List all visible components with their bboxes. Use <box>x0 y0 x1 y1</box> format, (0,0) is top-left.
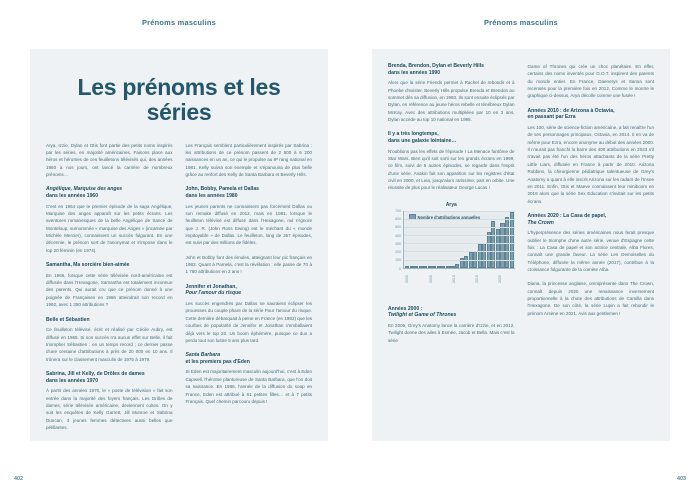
chart-x-tick: 2010 <box>451 274 456 283</box>
chart-bar <box>487 232 491 268</box>
paragraph-droles-de-dames: À partir des années 1970, le « poste de télévision » fait son entrée dans la majorité des foyers français. Les Drôles de dames, série télévisée américaine, deviennent cultes. On y suit les enquêtes de Kelly Garrett, Jill Munroe et Sabrina Duncan, 3 jeunes femmes détectives aussi belles que pétillantes. <box>46 388 173 430</box>
paragraph-dallas-2: John et Bobby font des émules, atteignant leur pic français en 1982. Quant à Pamela, c'est la révélation : elle passe de 70 à 1 780 attributions en 2 ans ! <box>185 254 312 275</box>
heading-santa-barbara-line1: Santa Barbara <box>185 352 221 359</box>
chart-x-tick: 2005 <box>428 274 433 283</box>
heading-2010-line1: Années 2010 : de Arizona à Octavia, <box>527 107 615 114</box>
paragraph-casa-de-papel: L'hyperprésence des séries américaines nous ferait presque oublier le triomphe d'une autre série, venue d'Espagne cette fois : La Casa de papel et son actrice centrale, Alba Flores, connaît une grande faveur. La série Les Demoiselles du Téléphone, diffusée la même année (2017), contribue à la croissance fulgurante de la comète Alba. <box>527 230 654 272</box>
heading-2000-line1: Années 2000 : <box>388 305 423 312</box>
chart-y-tick: 500 <box>395 225 401 230</box>
arya-chart <box>388 202 515 297</box>
chart-y-tick: 600 <box>395 217 401 222</box>
left-column-1 <box>46 142 173 439</box>
chart-body <box>388 208 515 283</box>
chart-legend-label: Nombre d'attributions annuelles <box>417 214 481 220</box>
heading-2020-line1: Années 2020 : La Casa de papel, <box>527 212 607 219</box>
chart-gridline <box>404 227 515 228</box>
chart-bar <box>441 266 445 268</box>
heading-droles-de-dames <box>46 371 173 384</box>
heading-angelique-line2: dans les années 1960 <box>46 193 99 199</box>
paragraph-santa-barbara: Si Eden est majoritairement masculin aujourd'hui, c'est à Eden Capwell, l'héroïne plantureuse de Santa Barbara, que l'on doit sa naissance. En 1986, l'année de la diffusion du soap en France, Eden est attribué à 61 petites filles… et à 7 petits Français. Quel chemin parcouru depuis ! <box>185 369 312 404</box>
chart-title: Arya <box>445 201 457 208</box>
heading-annees-2020 <box>528 213 655 226</box>
chart-bar <box>432 266 436 268</box>
left-content-panel <box>30 49 328 441</box>
right-column-2 <box>528 63 655 351</box>
running-head-right: Prénoms masculins <box>483 18 559 27</box>
heading-beverly-line2: dans les années 1990 <box>388 69 441 76</box>
paragraph-the-crown: Diana, la princesse anglaise, omniprésente dans The Crown, connaît depuis 2020 une renaissance inversement proportionnelle à la chute des attributions de Camilla dans l'Hexagone. De son côté, la série Lupin a fait rebondir le prénom Arsène en 2021. Avis aux gentlemen ! <box>527 281 654 316</box>
chart-bar <box>437 266 441 268</box>
chart-y-tick: 0 <box>399 266 401 271</box>
chart-y-tick: 200 <box>395 250 401 255</box>
heading-star-wars-line1: Il y a très longtemps, <box>388 131 439 138</box>
heading-jennifer-line1: Jennifer et Jonathan, <box>185 283 237 290</box>
heading-annees-2010 <box>528 108 655 121</box>
heading-droles-line1: Sabrina, Jill et Kelly, de Drôles de dames <box>46 370 145 377</box>
chart-bar <box>455 264 459 268</box>
chart-bar <box>423 266 427 268</box>
right-column-1 <box>388 63 515 351</box>
chart-plot-area <box>403 211 515 269</box>
heading-santa-barbara-line2: et les premiers pas d'Eden <box>185 358 250 365</box>
heading-beverly-line1: Brenda, Brendon, Dylan et Beverly Hills <box>388 63 484 69</box>
heading-samantha: Samantha, Ma sorcière bien-aimée <box>46 262 130 269</box>
intro-paragraph: Arya, Izzie, Dylan et Otis font partie des petits noms inspirés par les séries, en majorité américaines. Faisons place aux héros et héroïnes de ces feuilletons télévisés qui, des années 1960 à nos jours, ont lancé la carrière de nombreux prénoms… <box>46 142 173 178</box>
chart-bar <box>405 266 409 268</box>
paragraph-dallas-1: Les jeunes parents ne connaissent pas forcément Dallas ou son remake diffusé en 2012, mais en 1981, lorsque le feuilleton télévisé est diffusé dans l'Hexagone, nul n'ignore que J. R. (John Ross Ewing) est le méchant du « monde impitoyable » de Dallas. Le feuilleton, long de 357 épisodes, est suivi par des millions de fidèles. <box>185 203 312 246</box>
heading-dallas <box>186 186 313 199</box>
right-content-panel <box>372 49 670 441</box>
heading-star-wars-line2: dans une galaxie lointaine… <box>388 137 457 144</box>
chart-gridline <box>404 211 515 212</box>
heading-belle-sebastien: Belle et Sébastien <box>46 316 90 323</box>
paragraph-game-of-thrones: Game of Thrones qui crée un choc planétaire. En effet, certains des noms inventés pour G.O.T. inspirent des parents du monde entier. En France, Daenerys et Sansa sont recensés pour la première fois en 2012. Comme le montre le graphique ci-dessus, Arya décolle comme une fusée ! <box>527 64 654 99</box>
heading-jennifer-line2: Pour l'amour du risque <box>185 290 242 297</box>
left-column-2 <box>186 142 313 439</box>
heading-2020-line2: The Crown <box>527 219 554 226</box>
chart-gridline <box>404 235 515 236</box>
paragraph-sabrina: Les Français semblent particulièrement inspirés par Sabrina : les attributions de ce prénom passent de 2 500 à 6 200 naissances en un an, ce qui le propulse au 8ᵉ rang national en 1981. Kelly suivra son exemple et s'épanouira de plus belle grâce au renfort des Kelly de Santa Barbara et Beverly Hills. <box>185 142 312 178</box>
chart-y-axis <box>388 208 403 271</box>
chart-bar <box>446 266 450 268</box>
chart-y-tick: 100 <box>395 258 401 263</box>
chart-bar <box>419 266 423 268</box>
chart-bar <box>410 266 414 268</box>
chart-x-tick: 2000 <box>405 274 410 283</box>
chart-x-axis <box>403 274 515 297</box>
chart-bar <box>428 266 432 268</box>
chart-gridline <box>404 260 515 261</box>
paragraph-belle-sebastien: Ce feuilleton télévisé, écrit et réalisé par Cécile Aubry, est diffusé en 1965. Si son succès n'a aucun effet sur Belle, il fait triompher Sébastien : en un temps record ; ce dernier passe d'une centaine d'attributions à près de 20 000 en 10 ans. Il trônera sur le classement masculin de 1975 à 1979. <box>46 327 173 362</box>
chart-bar <box>450 266 454 268</box>
heading-droles-line2: dans les années 1970 <box>46 377 99 384</box>
heading-angelique-line1: Angélique, Marquise des anges <box>46 186 123 193</box>
chart-bar <box>482 243 486 267</box>
chart-bar <box>464 256 468 267</box>
paragraph-samantha: En 1966, lorsque cette série télévisée nord-américaine est diffusée dans l'Hexagone, Samantha est totalement inconnue des parents. Qui aurait cru que ce prénom donné à une poignée de Françaises en 1966 atteindrait son record en 1992, avec 1 350 attributions ? <box>46 272 173 308</box>
chart-x-tick: 2015 <box>475 274 479 283</box>
chart-x-tick: 2020 <box>498 274 503 283</box>
running-head-left: Prénoms masculins <box>141 18 217 27</box>
heading-angelique <box>46 186 173 199</box>
paragraph-angelique: C'est en 1964 que le premier épisode de la saga Angélique, Marquise des anges apparaît sur les petits écrans. Les aventures romanesques de la belle Angélique de Sancé de Monteloup, surnommée « marquise des Anges » (incarnée par Michèle Mercier), connaissent un succès fulgurant. En une décennie, le prénom sort de l'anonymat et s'impose dans le top 20 féminin (en 1974). <box>46 203 173 253</box>
paragraph-annees-2010: Les 100, série de science-fiction américaine, a fait renaître l'un de ses personnages principaux, Octavia, en 2014. Il en va de même pour Ezra, encore anonyme au début des années 2000. Il n'aurait pas franchi la barre des 400 attributions en 2023 s'il n'avait pas été l'un des héros attachants de la série Pretty Little Liars, diffusée en France à partir de 2010. Arizona Robbins, la chirurgienne pédiatrique talentueuse de Grey's Anatomy a quant à elle inscrit Arizona sur les radars de l'Insee en 2011. Enfin, Otis et Maeve connaissent leur miniboom en 2019 alors que la série Sex Education s'invitait sur les petits écrans. <box>527 125 654 204</box>
heading-dallas-line2: dans les années 1980 <box>185 193 238 199</box>
chart-gridline <box>404 243 515 244</box>
folio-right: 403 <box>677 476 686 482</box>
chart-bar <box>500 223 504 267</box>
chart-bar <box>478 244 482 268</box>
paragraph-star-wars: N'oublions pas les effets de l'épisode I La Menace fantôme de Star Wars. Bien qu'il soit sorti sur les grands écrans en 1999, ce film, suivi de 5 autres épisodes, se regarde dans l'esprit d'une série. Anakin fait son apparition sur les registres d'état civil en 2000, et Leia, jusqu'alors rarissime, part en orbite. Une réussite de plus pour le réalisateur George Lucas ! <box>388 148 515 191</box>
heading-2010-line2: en passant par Ezra <box>527 114 576 121</box>
chart-gridline <box>404 219 515 220</box>
heading-santa-barbara <box>186 352 313 365</box>
chart-gridline <box>404 251 515 252</box>
paragraph-annees-2000: En 2006, Grey's Anatomy lance la carrière d'Izzie, et en 2012, Twilight donne des ailes à Esmée, Jacob et Bella. Mais c'est la série <box>388 322 515 343</box>
left-columns <box>46 142 312 439</box>
heading-2000-line2: Twilight et Game of Thrones <box>388 312 457 319</box>
heading-beverly-hills <box>388 63 515 76</box>
paragraph-jennifer-jonathan: Les succès engendrés par Dallas ne sauraient éclipser les prouesses du couple phare de la série Pour l'amour du risque. Cette dernière débarquait à peine en France (en 1982) que les courbes de popularité de Jennifer et Jonathan s'emballaient déjà vers le top 20. Un boom éphémère, puisque ce duo a perdu tout son lustre 5 ans plus tard. <box>185 301 312 343</box>
chart-bar <box>414 266 418 268</box>
folio-left: 402 <box>14 476 23 482</box>
page-title: Les prénoms et les séries <box>77 74 281 126</box>
right-columns <box>388 63 654 351</box>
paragraph-beverly-hills: Alors que la série Friends permet à Rachel de rebondir et à Phoebe d'exister, Beverly Hills propulse Brenda et Brendon au sommet dès sa diffusion, en 1993. Ils sont ensuite éclipsés par Dylan, en référence au jeune héros rebelle et ténébreux Dylan McKay. Avec des attributions multipliées par 10 en 3 ans, Dylan accède au top 10 national en 1995. <box>388 80 515 123</box>
chart-y-tick: 700 <box>395 208 401 213</box>
chart-y-tick: 400 <box>395 233 401 238</box>
heading-dallas-line1: John, Bobby, Pamela et Dallas <box>185 186 260 193</box>
chart-y-tick: 300 <box>395 241 401 246</box>
right-page <box>350 0 700 492</box>
heading-star-wars <box>388 131 515 144</box>
heading-jennifer-jonathan <box>186 284 313 297</box>
heading-annees-2000 <box>388 306 515 319</box>
